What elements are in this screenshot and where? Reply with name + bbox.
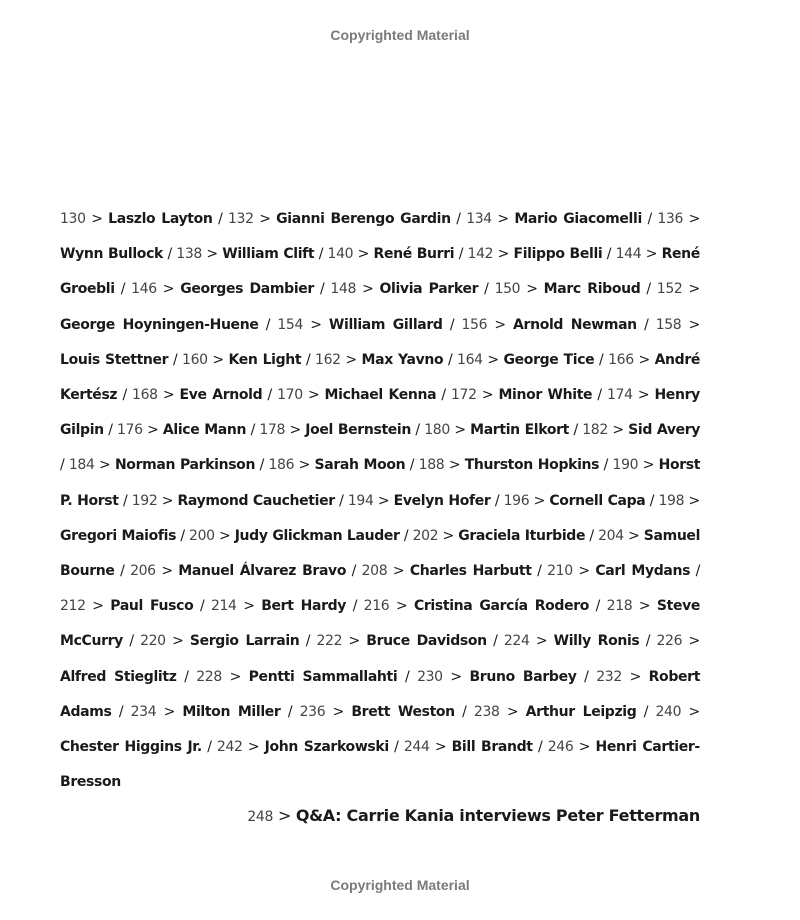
page-number: 140: [327, 246, 354, 263]
page-number: 162: [315, 351, 341, 368]
photographer-name: George Hoyningen-Huene: [60, 316, 259, 333]
slash-separator: /: [318, 246, 324, 263]
arrow-separator: >: [298, 457, 311, 474]
photographer-name: Sarah Moon: [314, 457, 406, 474]
page-number: 136: [657, 211, 684, 227]
arrow-separator: >: [212, 351, 224, 368]
page-number: 216: [363, 598, 390, 615]
arrow-separator: >: [688, 211, 700, 227]
slash-separator: /: [180, 527, 185, 544]
photographer-name: Steve McCurry: [60, 598, 701, 650]
page-number: 240: [655, 703, 682, 720]
slash-separator: /: [695, 563, 701, 580]
slash-separator: /: [447, 351, 453, 368]
slash-separator: /: [351, 563, 357, 580]
contents-entry: [300, 704, 455, 720]
page-number: 180: [424, 422, 450, 439]
photographer-name: George Tice: [503, 351, 595, 368]
arrow-separator: >: [162, 281, 175, 298]
contents-entry: [468, 246, 603, 262]
photographer-name: Marc Riboud: [543, 281, 641, 298]
arrow-separator: >: [92, 598, 104, 615]
page-number: 172: [450, 387, 477, 404]
slash-separator: /: [172, 351, 178, 368]
slash-separator: /: [352, 598, 358, 615]
photographer-name: Carl Mydans: [595, 563, 691, 580]
photographer-name: Willy Ronis: [553, 633, 640, 650]
arrow-separator: >: [497, 211, 509, 227]
slash-separator: /: [259, 457, 264, 474]
arrow-separator: >: [332, 703, 344, 720]
contents-entry: [316, 633, 486, 649]
photographer-name: Arthur Leipzig: [525, 703, 637, 720]
slash-separator: /: [118, 703, 124, 720]
slash-separator: /: [649, 492, 655, 509]
photographer-name: Minor White: [498, 387, 593, 404]
copyright-watermark-top: Copyrighted Material: [330, 27, 470, 43]
photographer-name: Wynn Bullock: [60, 246, 163, 263]
page-number: 150: [494, 281, 521, 298]
arrow-separator: >: [345, 351, 357, 368]
contents-entry: [457, 352, 594, 368]
slash-separator: /: [599, 351, 604, 368]
slash-separator: /: [265, 316, 271, 333]
slash-separator: /: [120, 281, 126, 298]
photographer-name: René Burri: [373, 246, 455, 263]
contents-entry: [495, 281, 641, 297]
arrow-separator: >: [147, 422, 159, 439]
photographer-name: William Gillard: [328, 316, 443, 333]
arrow-separator: >: [688, 633, 700, 650]
qa-entry: [60, 806, 700, 825]
contents-entry: [228, 211, 451, 227]
photographer-name: Olivia Parker: [379, 281, 479, 298]
contents-entry: [182, 352, 301, 368]
contents-entry: [196, 669, 397, 685]
slash-separator: /: [537, 563, 542, 580]
contents-entry: [547, 563, 690, 579]
arrow-separator: >: [377, 492, 390, 509]
page-number: 210: [547, 563, 573, 580]
page-number: 208: [361, 563, 388, 580]
contents-entry: [277, 317, 442, 333]
photographer-name: Gianni Berengo Gardin: [276, 211, 451, 227]
slash-separator: /: [108, 422, 113, 439]
slash-separator: /: [199, 598, 205, 615]
arrow-separator: >: [442, 527, 454, 544]
slash-separator: /: [538, 739, 543, 756]
page-number: 198: [658, 492, 685, 509]
contents-entry: [140, 633, 299, 649]
contents-entry: [189, 528, 400, 544]
arrow-separator: >: [99, 457, 111, 474]
slash-separator: /: [403, 527, 409, 544]
arrow-separator: >: [243, 598, 255, 615]
contents-entry: [413, 528, 586, 544]
slash-separator: /: [573, 422, 578, 439]
photographer-name: Sergio Larrain: [189, 633, 300, 650]
photographer-name: Laszlo Layton: [108, 211, 213, 227]
contents-entry: [417, 669, 576, 685]
arrow-separator: >: [162, 387, 175, 404]
arrow-separator: >: [688, 492, 700, 509]
arrow-separator: >: [277, 806, 292, 825]
page-number: 238: [473, 703, 500, 720]
page-number: 196: [503, 492, 530, 509]
photographer-name: Cornell Capa: [549, 492, 646, 509]
arrow-separator: >: [163, 703, 175, 720]
arrow-separator: >: [395, 598, 408, 615]
contents-entry: [69, 457, 255, 473]
contents-entry: [348, 493, 491, 509]
photographer-name: Eve Arnold: [179, 387, 263, 404]
contents-entry: [461, 317, 636, 333]
contents-entry: [504, 633, 640, 649]
page-number: 246: [547, 739, 574, 756]
slash-separator: /: [207, 739, 212, 756]
arrow-separator: >: [494, 316, 506, 333]
contents-entry: [362, 563, 532, 579]
arrow-separator: >: [448, 457, 461, 474]
slash-separator: /: [305, 351, 311, 368]
slash-separator: /: [167, 246, 172, 263]
contents-entry: [117, 422, 246, 438]
arrow-separator: >: [578, 563, 590, 580]
contents-entry: [404, 739, 533, 755]
contents-entry: [268, 457, 405, 473]
page-number: 194: [347, 492, 374, 509]
qa-page-number: 248: [247, 809, 274, 825]
contents-entry: [60, 598, 193, 614]
slash-separator: /: [415, 422, 420, 439]
photographer-name: Charles Harbutt: [409, 563, 532, 580]
slash-separator: /: [122, 492, 128, 509]
photographer-name: Arnold Newman: [513, 316, 637, 333]
page-number: 174: [606, 387, 633, 404]
slash-separator: /: [250, 422, 255, 439]
contents-entry: [277, 387, 436, 403]
contents-entry: [211, 598, 346, 614]
arrow-separator: >: [487, 351, 499, 368]
slash-separator: /: [606, 246, 612, 263]
photographer-name: Paul Fusco: [110, 598, 194, 615]
arrow-separator: >: [307, 387, 320, 404]
slash-separator: /: [319, 281, 325, 298]
contents-entry: [504, 493, 646, 509]
photographer-name: Cristina García Rodero: [413, 598, 590, 615]
arrow-separator: >: [578, 739, 591, 756]
photographer-name: Bert Hardy: [261, 598, 347, 615]
page-number: 152: [656, 281, 683, 298]
slash-separator: /: [589, 527, 594, 544]
arrow-separator: >: [219, 527, 231, 544]
photographer-name: Bruno Barbey: [469, 668, 577, 685]
contents-entry: [176, 246, 314, 262]
arrow-separator: >: [348, 633, 360, 650]
page-number: 214: [210, 598, 237, 615]
slash-separator: /: [644, 316, 649, 333]
arrow-separator: >: [506, 703, 519, 720]
slash-separator: /: [484, 281, 489, 298]
photographer-name: Brett Weston: [351, 703, 455, 720]
photographer-name: Milton Miller: [182, 703, 281, 720]
contents-entry: [328, 246, 455, 262]
arrow-separator: >: [645, 246, 658, 263]
arrow-separator: >: [642, 457, 655, 474]
slash-separator: /: [645, 633, 651, 650]
page-number: 170: [277, 387, 303, 404]
page-number: 166: [608, 351, 634, 368]
contents-entry: [364, 598, 589, 614]
slash-separator: /: [462, 703, 467, 720]
arrow-separator: >: [310, 316, 322, 333]
contents-entry: [132, 387, 262, 403]
page-number: 134: [466, 211, 492, 227]
photographer-name: André Kertész: [60, 351, 701, 404]
slash-separator: /: [597, 387, 602, 404]
photographer-name: Horst P. Horst: [60, 457, 701, 509]
copyright-watermark-bottom: Copyrighted Material: [330, 877, 470, 893]
page-number: 178: [259, 422, 286, 439]
arrow-separator: >: [638, 598, 651, 615]
page-number: 168: [132, 387, 158, 404]
slash-separator: /: [122, 387, 127, 404]
contents-entry: [424, 422, 569, 438]
arrow-separator: >: [533, 492, 546, 509]
photographer-name: Alfred Stieglitz: [60, 668, 177, 685]
page-number: 142: [467, 246, 494, 263]
arrow-separator: >: [357, 246, 370, 263]
photographer-name: Georges Dambier: [180, 281, 314, 298]
page-number: 188: [418, 457, 445, 474]
arrow-separator: >: [362, 281, 374, 298]
page-number: 182: [582, 422, 608, 439]
page-number: 224: [503, 633, 530, 650]
page-number: 156: [461, 316, 488, 333]
photographer-name: Manuel Álvarez Bravo: [178, 563, 347, 580]
photographer-name: Bill Brandt: [451, 739, 533, 756]
page-number: 242: [216, 739, 243, 756]
arrow-separator: >: [206, 246, 218, 263]
slash-separator: /: [305, 633, 311, 650]
arrow-separator: >: [91, 211, 103, 227]
page-number: 158: [655, 316, 682, 333]
arrow-separator: >: [172, 633, 184, 650]
slash-separator: /: [584, 668, 589, 685]
photographer-name: William Clift: [222, 246, 315, 263]
photographer-name: Louis Stettner: [60, 351, 169, 368]
arrow-separator: >: [161, 492, 174, 509]
contents-entry: [451, 387, 592, 403]
photographer-name: Sid Avery: [628, 422, 701, 439]
arrow-separator: >: [434, 739, 447, 756]
arrow-separator: >: [229, 668, 241, 685]
contents-entry: [474, 704, 637, 720]
contents-entry: [315, 352, 443, 368]
page-number: 138: [176, 246, 202, 263]
slash-separator: /: [218, 211, 223, 227]
slash-separator: /: [339, 492, 344, 509]
arrow-separator: >: [289, 422, 301, 439]
photographer-name: Mario Giacomelli: [514, 211, 642, 227]
photographer-name: Evelyn Hofer: [393, 492, 491, 509]
slash-separator: /: [643, 703, 649, 720]
photographer-name: Graciela Iturbide: [458, 527, 586, 544]
photographer-name: René Groebli: [60, 246, 700, 298]
page-number: 176: [117, 422, 143, 439]
page-number: 244: [403, 739, 430, 756]
arrow-separator: >: [688, 281, 700, 298]
slash-separator: /: [60, 457, 65, 474]
contents-entry: [131, 704, 281, 720]
slash-separator: /: [267, 387, 272, 404]
page-number: 234: [130, 703, 157, 720]
slash-separator: /: [646, 281, 651, 298]
photographer-name: Ken Light: [228, 351, 302, 368]
contents-list: [60, 202, 700, 800]
arrow-separator: >: [688, 703, 700, 720]
contents-entry: [330, 281, 478, 297]
photographer-name: Michael Kenna: [324, 387, 437, 404]
slash-separator: /: [647, 211, 652, 227]
contents-entry: [60, 211, 213, 227]
slash-separator: /: [129, 633, 134, 650]
arrow-separator: >: [497, 246, 510, 263]
contents-entry: [259, 422, 411, 438]
photographer-name: Max Yavno: [361, 351, 444, 368]
arrow-separator: >: [450, 668, 462, 685]
qa-title: Q&A: Carrie Kania interviews Peter Fetterman: [295, 806, 700, 825]
page-number: 230: [417, 668, 443, 685]
page-number: 218: [606, 598, 633, 615]
page-number: 202: [412, 527, 439, 544]
photographer-name: Henri Cartier-Bresson: [60, 739, 700, 791]
photographer-name: Samuel Bourne: [60, 527, 701, 580]
photographer-name: Norman Parkinson: [114, 457, 256, 474]
arrow-separator: >: [259, 211, 271, 227]
photographer-name: Raymond Cauchetier: [177, 492, 335, 509]
slash-separator: /: [409, 457, 415, 474]
contents-entry: [130, 563, 346, 579]
arrow-separator: >: [688, 316, 700, 333]
arrow-separator: >: [247, 739, 260, 756]
slash-separator: /: [493, 633, 498, 650]
photographer-name: Martin Elkort: [470, 422, 570, 439]
page-number: 186: [268, 457, 295, 474]
arrow-separator: >: [629, 668, 641, 685]
slash-separator: /: [449, 316, 455, 333]
photographer-name: Judy Glickman Lauder: [234, 527, 400, 544]
photographer-name: John Szarkowski: [264, 739, 389, 756]
page-number: 146: [131, 281, 157, 298]
arrow-separator: >: [637, 387, 650, 404]
slash-separator: /: [405, 668, 410, 685]
slash-separator: /: [458, 246, 464, 263]
slash-separator: /: [595, 598, 601, 615]
page-number: 220: [140, 633, 166, 650]
arrow-separator: >: [454, 422, 466, 439]
contents-entry: [131, 281, 314, 297]
photographer-name: Gregori Maiofis: [60, 527, 177, 544]
page-number: 130: [60, 211, 86, 227]
contents-entry: [419, 457, 600, 473]
contents-entry: [582, 422, 700, 438]
page-number: 190: [612, 457, 639, 474]
page-number: 206: [130, 563, 156, 580]
arrow-separator: >: [638, 351, 650, 368]
arrow-separator: >: [392, 563, 405, 580]
photographer-name: Chester Higgins Jr.: [60, 739, 202, 756]
contents-entry: [217, 739, 389, 755]
page-number: 236: [299, 703, 326, 720]
arrow-separator: >: [535, 633, 548, 650]
page-number: 226: [656, 633, 683, 650]
page-number: 232: [596, 668, 622, 685]
slash-separator: /: [441, 387, 446, 404]
slash-separator: /: [287, 703, 293, 720]
photographer-name: Filippo Belli: [513, 246, 603, 263]
contents-entry: [466, 211, 642, 227]
page-number: 212: [60, 598, 86, 615]
slash-separator: /: [456, 211, 461, 227]
page-number: 184: [68, 457, 95, 474]
photographer-name: Joel Bernstein: [305, 422, 411, 439]
photographer-name: Pentti Sammallahti: [248, 668, 398, 685]
slash-separator: /: [394, 739, 399, 756]
page-number: 222: [316, 633, 343, 650]
slash-separator: /: [184, 668, 189, 685]
page-number: 192: [131, 492, 158, 509]
arrow-separator: >: [612, 422, 624, 439]
slash-separator: /: [603, 457, 609, 474]
photographer-name: Bruce Davidson: [366, 633, 487, 650]
arrow-separator: >: [526, 281, 538, 298]
page-number: 204: [598, 527, 624, 544]
arrow-separator: >: [481, 387, 494, 404]
page-number: 228: [196, 668, 222, 685]
page-number: 164: [457, 351, 483, 368]
page-number: 132: [228, 211, 254, 227]
arrow-separator: >: [628, 527, 640, 544]
page-number: 160: [182, 351, 208, 368]
contents-entry: [132, 493, 335, 509]
page-number: 148: [330, 281, 357, 298]
page-number: 154: [277, 316, 304, 333]
photographer-name: Robert Adams: [60, 668, 701, 720]
slash-separator: /: [120, 563, 125, 580]
page-number: 200: [189, 527, 215, 544]
page-number: 144: [615, 246, 642, 263]
photographer-name: Thurston Hopkins: [464, 457, 600, 474]
photographer-name: Alice Mann: [162, 422, 247, 439]
arrow-separator: >: [161, 563, 173, 580]
photographer-name: Henry Gilpin: [60, 387, 700, 439]
slash-separator: /: [494, 492, 500, 509]
